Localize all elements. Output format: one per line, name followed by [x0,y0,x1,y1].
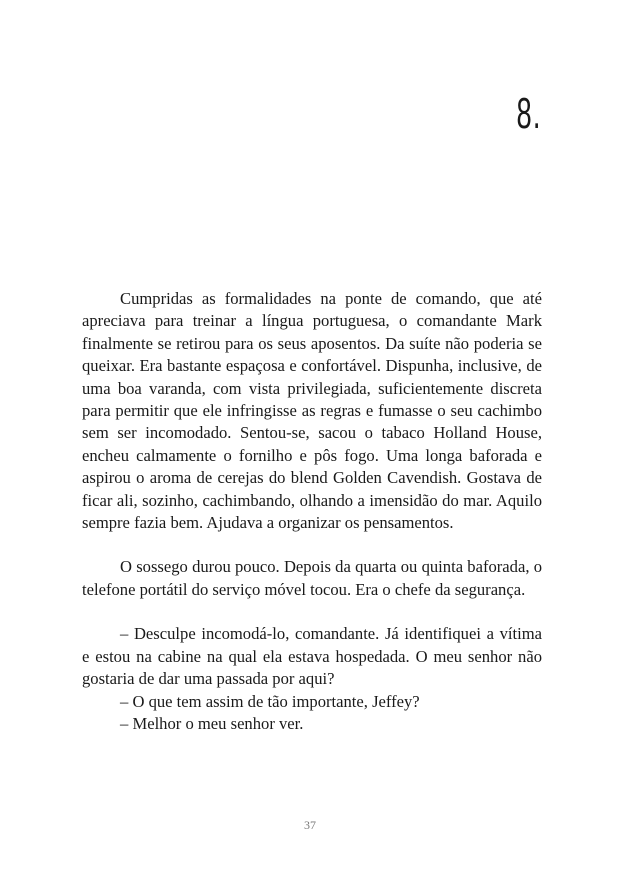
body-text [82,288,542,735]
paragraph-1: Cumpridas as formalidades na ponte de comando, que até apreciava para treinar a língua portuguesa, o comandante Mark finalmente se retirou para os seus aposentos. Da suíte não poderia se queixar. Era bastante espaçosa e confortável. Dispunha, inclusive, de uma boa varanda, com vista privilegiada, suficientemente discreta para permitir que ele infringisse as regras e fumasse o seu cachimbo sem ser incomodado. Sentou-se, sacou o tabaco Holland House, encheu calmamente o fornilho e pôs fogo. Uma longa baforada e aspirou o aroma de cerejas do blend Golden Cavendish. Gostava de ficar ali, sozinho, cachimbando, olhando a imensidão do mar. Aquilo sempre fazia bem. Ajudava a organizar os pensamentos. [82,289,542,533]
paragraph-2: O sossego durou pouco. Depois da quarta ou quinta baforada, o telefone portátil do serviço móvel tocou. Era o chefe da segurança. [82,557,542,599]
chapter-number: 8. [516,89,542,138]
dialogue-line-2: – O que tem assim de tão importante, Jeffey? [120,691,420,711]
dialogue-line-1: – Desculpe incomodá-lo, comandante. Já identifiquei a vítima e estou na cabine na qual ela estava hospedada. O meu senhor não gostaria de dar uma passada por aqui? [82,624,542,689]
page-number: 37 [304,818,316,832]
dialogue-line-3: – Melhor o meu senhor ver. [120,713,304,733]
